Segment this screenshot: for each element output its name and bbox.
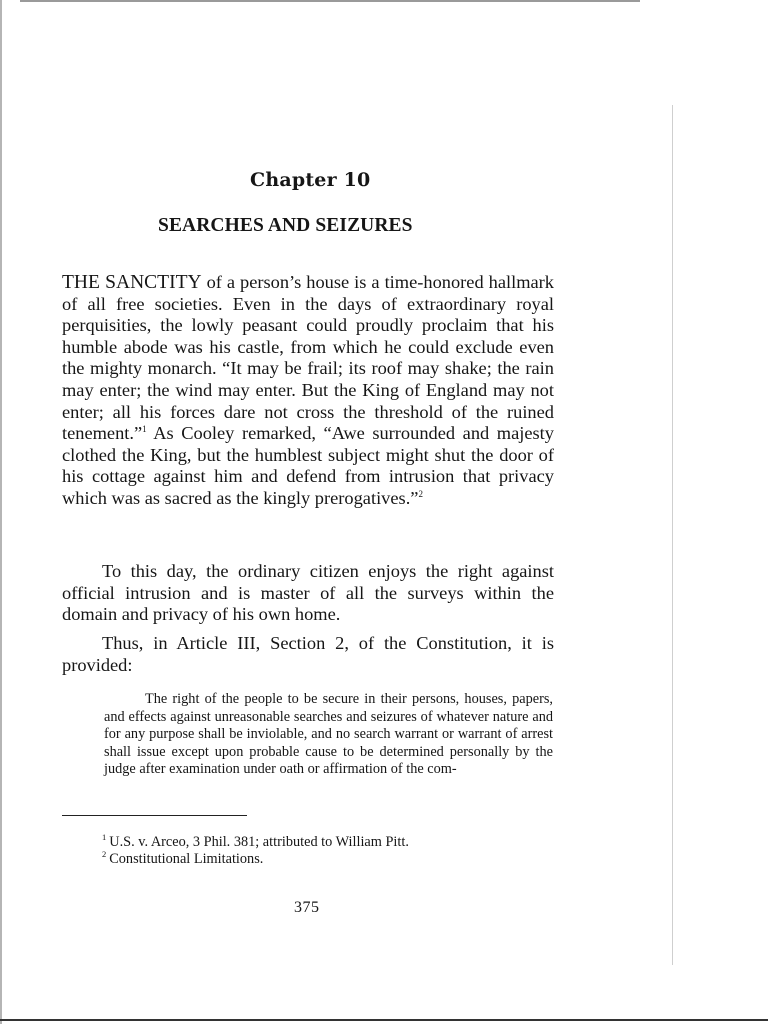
paragraph-1 xyxy=(62,272,554,510)
paragraph-3: Thus, in Article III, Section 2, of the Constitution, it is provided: xyxy=(62,633,554,675)
footnote-2 xyxy=(102,846,263,868)
constitution-quote: The right of the people to be secure in their persons, houses, papers, and effects against unreasonable searches and seizures of whatever nature and for any purpose shall be inviolable, and no search warrant or warrant of arrest shall issue except upon probable cause to be determined personally by the judge after examination under oath or affirmation of the com- xyxy=(104,691,553,777)
footnote-ref-2: 2 xyxy=(418,488,423,499)
scan-bottom-edge xyxy=(0,1019,768,1021)
footnote-1-text: U.S. v. Arceo, 3 Phil. 381; attributed to William Pitt. xyxy=(109,833,409,850)
footnote-divider xyxy=(62,815,247,816)
paragraph-1-text-b: As Cooley remarked, “Awe surrounded and majesty clothed the King, but the humblest subject might shut the door of his cottage against him and defend from intrusion that privacy which was as sacred as the kingly prerogatives.” xyxy=(62,423,554,508)
footnote-1-mark: 1 xyxy=(102,832,107,842)
paragraph-1-text-a: of a person’s house is a time-honored hallmark of all free societies. Even in the days of extraordinary royal perquisities, the lowly peasant could proudly proclaim that his humble abode was his castle, from which he could exclude even the mighty monarch. “It may be frail; its roof may shake; the rain may enter; the wind may enter. But the King of England may not enter; all his forces dare not cross the threshold of the ruined tenement.” xyxy=(62,272,554,444)
paragraph-2: To this day, the ordinary citizen enjoys the right against official intrusion and is master of all the surveys within the domain and privacy of his own home. xyxy=(62,561,554,625)
chapter-label: Chapter 10 xyxy=(250,169,371,191)
scan-top-edge xyxy=(20,0,640,2)
footnote-ref-1: 1 xyxy=(142,424,147,435)
footnote-2-text: Constitutional Limitations. xyxy=(109,850,264,867)
page-number: 375 xyxy=(294,899,320,916)
scan-left-edge xyxy=(0,0,2,1024)
paragraph-1-lead: THE SANCTITY xyxy=(62,272,202,293)
scan-right-edge xyxy=(672,105,673,965)
chapter-title: SEARCHES AND SEIZURES xyxy=(158,215,413,236)
footnote-2-mark: 2 xyxy=(102,849,107,859)
